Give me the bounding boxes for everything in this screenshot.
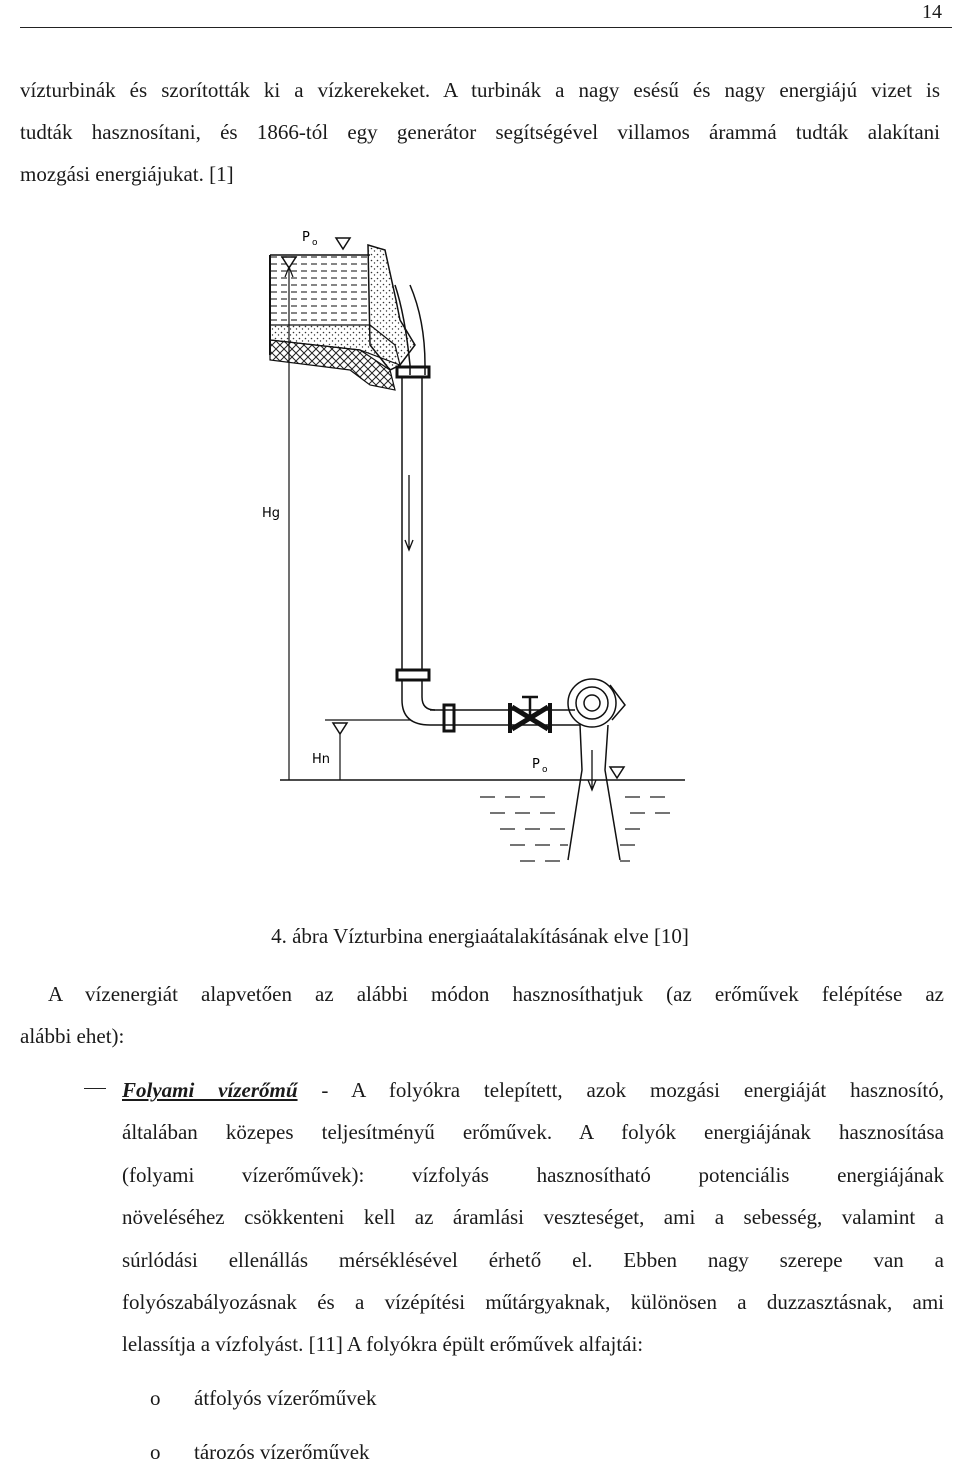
water-level-marker-top: [336, 238, 350, 249]
intro-line-1: vízturbinák és szorították ki a vízkerekeket. A turbinák a nagy esésű és nagy energiájú vizet is: [20, 78, 940, 102]
bullet-line-6: folyószabályozásnak és a vízépítési műtárgyaknak, különösen a duzzasztásnak, ami: [122, 1290, 944, 1315]
subitem-1-marker: o: [150, 1386, 161, 1410]
horizontal-pipe: [430, 710, 575, 725]
draft-arrow-down: [588, 750, 596, 790]
bullet-line-1-rest: - A folyókra telepített, azok mozgási energiáját hasznosító,: [297, 1078, 944, 1102]
intro-paragraph: [20, 69, 940, 195]
subitem-2-text: tározós vízerőművek: [194, 1440, 370, 1464]
valve-icon: [510, 697, 550, 733]
bullet-line-7: lelassítja a vízfolyást. [11] A folyókra épült erőművek alfajtái:: [122, 1332, 644, 1357]
upper-reservoir: [270, 245, 415, 390]
paragraph-2-line-1: A vízenergiát alapvetően az alábbi módon hasznosíthatjuk (az erőművek felépítése az: [48, 982, 944, 1006]
flange-bottom: [397, 670, 429, 680]
intro-line-3: mozgási energiájukat. [1]: [20, 162, 234, 186]
tailwater-waves: [480, 797, 670, 861]
bullet-line-5: súrlódási ellenállás mérséklésével érhető el. Ebben nagy szerepe van a: [122, 1247, 944, 1272]
pressure-label-top-sub: o: [312, 238, 318, 248]
penstock-pipe: [402, 377, 422, 670]
paragraph-2: [20, 973, 944, 1057]
penstock-elbow: [402, 680, 435, 725]
bullet-line-3: (folyami vízerőművek): vízfolyás hasznosítható potenciális energiájának: [122, 1162, 944, 1187]
pressure-label-top: P: [302, 230, 310, 245]
bullet-line-1: [122, 1069, 944, 1111]
pressure-label-bottom: P: [532, 757, 540, 772]
subitem-2: [150, 1437, 370, 1467]
label-hn: Hn: [312, 752, 331, 767]
subitem-1: [150, 1383, 377, 1413]
water-level-marker-hn: [333, 723, 347, 734]
bullet-term: Folyami vízerőmű: [122, 1078, 298, 1102]
header-rule: [20, 27, 952, 28]
bullet-line-4: növeléséhez csökkenteni kell az áramlási veszteséget, ami a sebesség, valamint a: [122, 1205, 944, 1230]
page-number: 14: [922, 1, 942, 23]
subitem-1-text: átfolyós vízerőművek: [194, 1386, 377, 1410]
pressure-label-bottom-sub: o: [542, 765, 548, 775]
figure-caption: 4. ábra Vízturbina energiaátalakításának elve [10]: [271, 924, 689, 948]
label-hg: Hg: [262, 506, 281, 521]
bullet-item: [122, 1069, 944, 1366]
flange-top: [397, 367, 429, 377]
bullet-line-2: általában közepes teljesítményű erőművek. A folyók energiájának hasznosítása: [122, 1120, 944, 1145]
turbine-icon: [568, 679, 625, 860]
water-level-marker-tail: [610, 767, 624, 778]
bullet-dash: [84, 1088, 106, 1089]
subitem-2-marker: o: [150, 1440, 161, 1464]
paragraph-2-line-2: alábbi ehet):: [20, 1024, 125, 1048]
flow-arrow-down: [405, 475, 413, 550]
flange-horizontal: [444, 705, 454, 731]
water-turbine-diagram: [220, 205, 720, 885]
intro-line-2: tudták hasznosítani, és 1866-tól egy generátor segítségével villamos árammá tudták alakítani: [20, 120, 940, 144]
